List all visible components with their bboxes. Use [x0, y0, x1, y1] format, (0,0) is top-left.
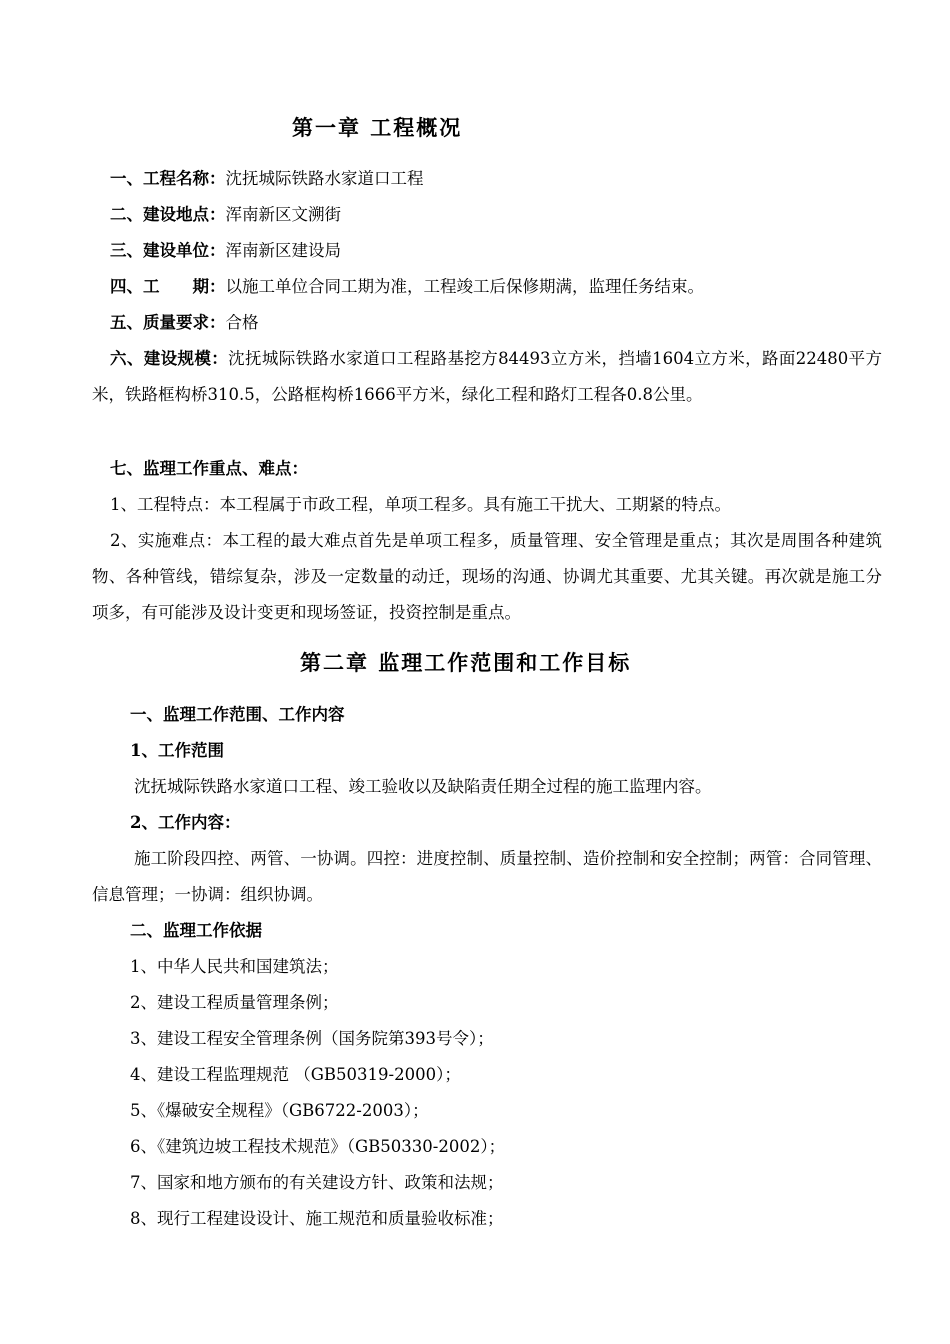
- basis-item: 3、建设工程安全管理条例（国务院第393号令）；: [130, 1029, 494, 1048]
- chapter2-sub2-heading: 2、工作内容：: [130, 813, 241, 832]
- chapter2-sub1-text: 沈抚城际铁路水家道口工程、竣工验收以及缺陷责任期全过程的施工监理内容。: [134, 777, 712, 796]
- item-location: [110, 203, 341, 227]
- item-project-name: [110, 167, 424, 191]
- chapter2-sec2-heading: 二、监理工作依据: [130, 921, 262, 940]
- basis-item: 1、中华人民共和国建筑法；: [130, 957, 339, 976]
- basis-item: 2、建设工程质量管理条例；: [130, 993, 339, 1012]
- basis-item: 6、《建筑边坡工程技术规范》（GB50330-2002）；: [130, 1137, 506, 1156]
- section7-point1: 1、工程特点：本工程属于市政工程，单项工程多。具有施工干扰大、工期紧的特点。: [110, 495, 731, 514]
- item-value: 沈抚城际铁路水家道口工程路基挖方84493立方米，挡墙1604立方米，路面22480平方米，铁路框构桥310.5，公路框构桥1666平方米，绿化工程和路灯工程各0.8公里。: [92, 349, 882, 404]
- section7-point2: 2、实施难点：本工程的最大难点首先是单项工程多，质量管理、安全管理是重点；其次是周围各种建筑物、各种管线，错综复杂，涉及一定数量的动迁，现场的沟通、协调尤其重要、尤其关键。再次就是施工分项多，有可能涉及设计变更和现场签证，投资控制是重点。: [92, 531, 882, 622]
- item-label: 二、建设地点：: [110, 205, 226, 224]
- item-label: 三、建设单位：: [110, 241, 226, 260]
- basis-item: 8、现行工程建设设计、施工规范和质量验收标准；: [130, 1209, 504, 1228]
- item-value: 以施工单位合同工期为准，工程竣工后保修期满，监理任务结束。: [225, 277, 704, 296]
- item-value: 合格: [225, 313, 259, 332]
- section7-heading: 七、监理工作重点、难点：: [110, 459, 308, 478]
- item-label: 四、工 期：: [110, 277, 226, 296]
- basis-item: 4、建设工程监理规范 （GB50319-2000）；: [130, 1065, 461, 1084]
- item-builder: [110, 239, 341, 263]
- chapter2-title: 第二章 监理工作范围和工作目标: [300, 650, 632, 675]
- item-quality: [110, 311, 259, 335]
- item-label: 六、建设规模：: [110, 349, 229, 368]
- chapter2-sec1-heading: 一、监理工作范围、工作内容: [130, 705, 345, 724]
- item-value: 浑南新区文溯街: [225, 205, 341, 224]
- chapter1-title: 第一章 工程概况: [292, 115, 463, 140]
- item-duration: [110, 275, 704, 299]
- item-value: 浑南新区建设局: [225, 241, 341, 260]
- item-scale: [92, 341, 882, 413]
- item-label: 一、工程名称：: [110, 169, 226, 188]
- chapter2-sub1-heading: 1、工作范围: [130, 741, 224, 760]
- item-label: 五、质量要求：: [110, 313, 226, 332]
- item-value: 沈抚城际铁路水家道口工程: [225, 169, 424, 188]
- basis-item: 7、国家和地方颁布的有关建设方针、政策和法规；: [130, 1173, 504, 1192]
- chapter2-sub2-text: 施工阶段四控、两管、一协调。四控：进度控制、质量控制、造价控制和安全控制；两管：合同管理、信息管理；一协调：组织协调。: [92, 849, 882, 904]
- basis-item: 5、《爆破安全规程》（GB6722-2003）；: [130, 1101, 429, 1120]
